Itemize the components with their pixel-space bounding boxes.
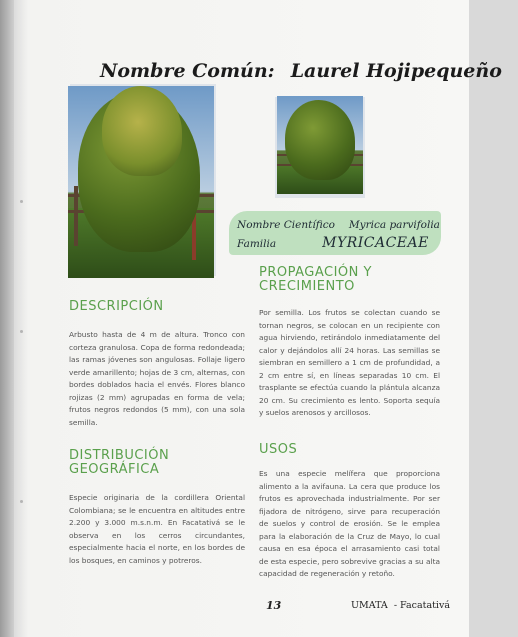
descripcion-heading: DESCRIPCIÓN (69, 299, 164, 314)
page-title (100, 60, 502, 82)
distribucion-text: Especie originaria de la cordillera Oriental Colombiana; se le encuentra en altitudes entre 2.200 y 3.000 m.s.n.m. En Facatativá se le observa en los cerros circundantes, especialmente hacia el norte, en los bordes de los bosques, en caminos y potreros. (69, 493, 245, 565)
distribucion-heading: DISTRIBUCIÓN GEOGRÁFICA (69, 448, 170, 477)
footer-publisher (351, 600, 450, 611)
usos-text: Es una especie melífera que proporciona alimento a la avifauna. La cera que produce los frutos es aprovechada industrialmente. Por ser fijadora de nitrógeno, sirve para recuperación de suelos y control de erosión. Se le emplea para la elaboración de la Cruz de Mayo, lo cual causa en esa época el arrasamiento casi total de esta especie, pero sobrevive gracias a su alta capacidad de regeneración y retoño. (259, 469, 440, 578)
propagacion-text: Por semilla. Los frutos se colectan cuando se tornan negros, se colocan en un recipiente con agua hirviendo, retirándolo inmediatamente del calor y dejándolos allí 24 horas. Las semillas se siembran en semillero a 1 cm de profundidad, a 2 cm entre sí, en líneas separadas 10 cm. El trasplante se efectúa cuando la plántula alcanza 20 cm. Su crecimiento es lento. Soporta sequía y suelos arenosos y arcillosos. (259, 308, 440, 417)
page-number: 13 (266, 599, 282, 612)
propagacion-heading: PROPAGACIÓN Y CRECIMIENTO (259, 265, 372, 294)
scientific-name-box (229, 211, 441, 255)
main-tree-photo (68, 86, 214, 278)
footer-umata: UMATA (351, 600, 388, 611)
usos-heading: USOS (259, 442, 298, 457)
descripcion-text: Arbusto hasta de 4 m de altura. Tronco con corteza granulosa. Copa de forma redondeada; las ramas jóvenes son angulosas. Follaje ligero verde amarillento; hojas de 3 cm, alternas, con bordes doblados hacia el envés. Flores blanco rojizas (2 mm) agrupadas en forma de vela; frutos negros redondos (5 mm), con una sola semilla. (69, 330, 245, 427)
family-label: Familia (237, 238, 277, 250)
footer-place: - Facatativá (393, 600, 451, 611)
family-value: MYRICACEAE (322, 235, 429, 251)
scientific-name-value: Myrica parvifolia (348, 219, 440, 231)
scientific-name-label: Nombre Científico (237, 219, 335, 231)
page-binding (0, 0, 14, 637)
common-name-label: Nombre Común: (100, 60, 275, 82)
small-tree-photo (277, 96, 363, 194)
common-name-value: Laurel Hojipequeño (290, 60, 502, 82)
